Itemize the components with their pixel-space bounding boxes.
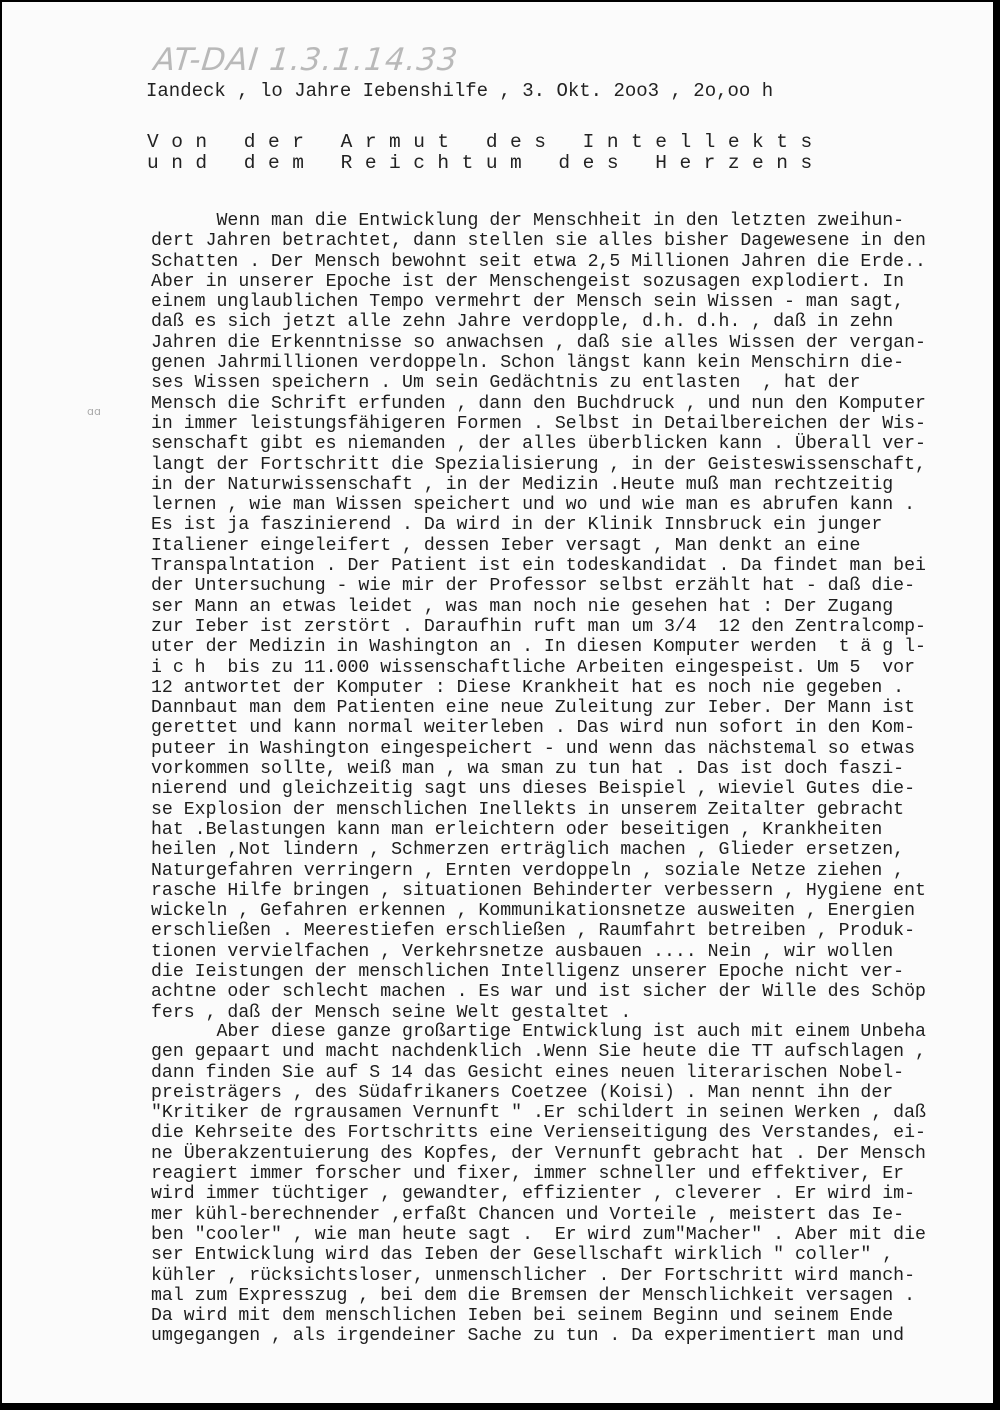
- text-line: erschließen . Meerestiefen erschließen , Raumfahrt betreiben , Produk-: [151, 921, 915, 942]
- text-line: die Ieistungen der menschlichen Intelligenz unserer Epoche nicht ver-: [151, 961, 905, 982]
- text-line: langt der Fortschritt die Spezialisierung , in der Geisteswissenschaft,: [151, 454, 926, 475]
- text-line: Schatten . Der Mensch bewohnt seit etwa 2,5 Millionen Jahren die Erde..: [151, 251, 926, 272]
- text-line: Naturgefahren verringern , Ernten verdoppeln , soziale Netze ziehen ,: [151, 860, 905, 881]
- paragraph-1: [151, 211, 926, 1023]
- text-line: wickeln , Gefahren erkennen , Kommunikationsnetze ausweiten , Energien: [151, 901, 915, 922]
- text-line: dann finden Sie auf S 14 das Gesicht eines neuen literarischen Nobel-: [151, 1062, 905, 1083]
- text-line: Transpalntation . Der Patient ist ein todeskandidat . Da findet man bei: [151, 556, 926, 577]
- text-line: zur Ieber ist zerstört . Daraufhin ruft man um 3/4 12 den Zentralcomp-: [151, 616, 926, 637]
- text-line: in immer leistungsfähigeren Formen . Selbst in Detailbereichen der Wis-: [151, 413, 926, 434]
- text-line: i c h bis zu 11.000 wissenschaftliche Arbeiten eingespeist. Um 5 vor: [151, 657, 915, 678]
- text-line: gerettet und kann normal weiterleben . Das wird nun sofort in den Kom-: [151, 718, 915, 739]
- text-line: "Kritiker de rgrausamen Vernunft " .Er schildert in seinen Werken , daß: [151, 1103, 926, 1124]
- title-line-1: Von der Armut des Intellekts: [147, 131, 825, 153]
- text-line: dert Jahren betrachtet, dann stellen sie alles bisher Dagewesene in den: [151, 231, 926, 252]
- text-line: Mensch die Schrift erfunden , dann den Buchdruck , und nun den Komputer: [151, 393, 926, 414]
- text-line: 12 antwortet der Komputer : Diese Krankheit hat es noch nie gegeben .: [151, 677, 905, 698]
- text-line: uter der Medizin in Washington an . In diesen Komputer werden t ä g l-: [151, 637, 926, 658]
- document-page: [2, 2, 993, 1403]
- text-line: lernen , wie man Wissen speichert und wo und wie man es abrufen kann .: [151, 495, 915, 516]
- text-line: umgegangen , als irgendeiner Sache zu tun . Da experimentiert man und: [151, 1326, 905, 1347]
- text-line: achtne oder schlecht machen . Es war und ist sicher der Wille des Schöp: [151, 982, 926, 1003]
- text-line: einem unglaublichen Tempo vermehrt der Mensch sein Wissen - man sagt,: [151, 292, 905, 313]
- text-line: Wenn man die Entwicklung der Menschheit in den letzten zweihun-: [151, 211, 905, 231]
- text-line: ser Mann an etwas leidet , was man noch nie gesehen hat : Der Zugang: [151, 596, 894, 617]
- text-line: heilen ,Not lindern , Schmerzen erträglich machen , Glieder ersetzen,: [151, 840, 905, 861]
- text-line: rasche Hilfe bringen , situationen Behinderter verbessern , Hygiene ent: [151, 880, 926, 901]
- text-line: puteer in Washington eingespeichert - und wenn das nächstemal so etwas: [151, 738, 915, 759]
- text-line: Aber in unserer Epoche ist der Menschengeist sozusagen explodiert. In: [151, 271, 905, 292]
- title-line-2: und dem Reichtum des Herzens: [147, 152, 825, 174]
- text-line: tionen vervielfachen , Verkehrsnetze ausbauen .... Nein , wir wollen: [151, 941, 894, 962]
- text-line: vorkommen sollte, weiß man , wa sman zu tun hat . Das ist doch faszi-: [151, 759, 905, 780]
- text-line: daß es sich jetzt alle zehn Jahre verdopple, d.h. d.h. , daß in zehn: [151, 312, 894, 333]
- text-line: fers , daß der Mensch seine Welt gestaltet .: [151, 1002, 632, 1023]
- text-line: ben "cooler" , wie man heute sagt . Er wird zum"Macher" . Aber mit die: [151, 1224, 926, 1245]
- text-line: preisträgers , des Südafrikaners Coetzee (Koisi) . Man nennt ihn der: [151, 1082, 894, 1103]
- text-line: se Explosion der menschlichen Inellekts in unserem Zeitalter gebracht: [151, 799, 905, 820]
- text-line: wird immer tüchtiger , gewandter, effizienter , cleverer . Er wird im-: [151, 1184, 915, 1205]
- text-line: die Kehrseite des Fortschritts eine Verienseitigung des Verstandes, ei-: [151, 1123, 926, 1144]
- text-line: Es ist ja faszinierend . Da wird in der Klinik Innsbruck ein junger: [151, 515, 883, 536]
- text-line: gen gepaart und macht nachdenklich .Wenn Sie heute die TT aufschlagen ,: [151, 1042, 926, 1063]
- text-line: ne Überakzentuierung des Kopfes, der Vernunft gebracht hat . Der Mensch: [151, 1143, 926, 1164]
- event-header: Iandeck , lo Jahre Iebenshilfe , 3. Okt. 2oo3 , 2o,oo h: [146, 80, 774, 102]
- margin-mark: ɑɑ: [87, 405, 101, 418]
- text-line: reagiert immer forscher und fixer, immer schneller und effektiver, Er: [151, 1164, 905, 1185]
- text-line: Aber diese ganze großartige Entwicklung ist auch mit einem Unbeha: [151, 1022, 926, 1042]
- text-line: kühler , rücksichtsloser, unmenschlicher . Der Fortschritt wird manch-: [151, 1265, 915, 1286]
- text-line: mer kühl-berechnender ,erfaßt Chancen und Vorteile , meistert das Ie-: [151, 1204, 905, 1225]
- text-line: in der Naturwissenschaft , in der Medizin .Heute muß man rechtzeitig: [151, 474, 894, 495]
- text-line: Jahren die Erkenntnisse so anwachsen , daß sie alles Wissen der vergan-: [151, 332, 926, 353]
- archive-signature-handwritten: AT-DAI 1.3.1.14.33: [152, 42, 461, 78]
- text-line: mal zum Expresszug , bei dem die Bremsen der Menschlichkeit versagen .: [151, 1285, 915, 1306]
- text-line: hat .Belastungen kann man erleichtern oder beseitigen , Krankheiten: [151, 819, 883, 840]
- text-line: Dannbaut man dem Patienten eine neue Zuleitung zur Ieber. Der Mann ist: [151, 698, 915, 719]
- text-line: der Untersuchung - wie mir der Professor selbst erzählt hat - daß die-: [151, 576, 915, 597]
- text-line: genen Jahrmillionen verdoppeln. Schon längst kann kein Menschirn die-: [151, 353, 905, 374]
- text-line: ses Wissen speichern . Um sein Gedächtnis zu entlasten , hat der: [151, 373, 861, 394]
- text-line: Italiener eingeleifert , dessen Ieber versagt , Man denkt an eine: [151, 535, 861, 556]
- paragraph-2: [151, 1022, 926, 1347]
- text-line: Da wird mit dem menschlichen Ieben bei seinem Beginn und seinem Ende: [151, 1306, 894, 1327]
- text-line: senschaft gibt es niemanden , der alles überblicken kann . Überall ver-: [151, 434, 926, 455]
- text-line: nierend und gleichzeitig sagt uns dieses Beispiel , wieviel Gutes die-: [151, 779, 915, 800]
- text-line: ser Entwicklung wird das Ieben der Gesellschaft wirklich " coller" ,: [151, 1245, 894, 1266]
